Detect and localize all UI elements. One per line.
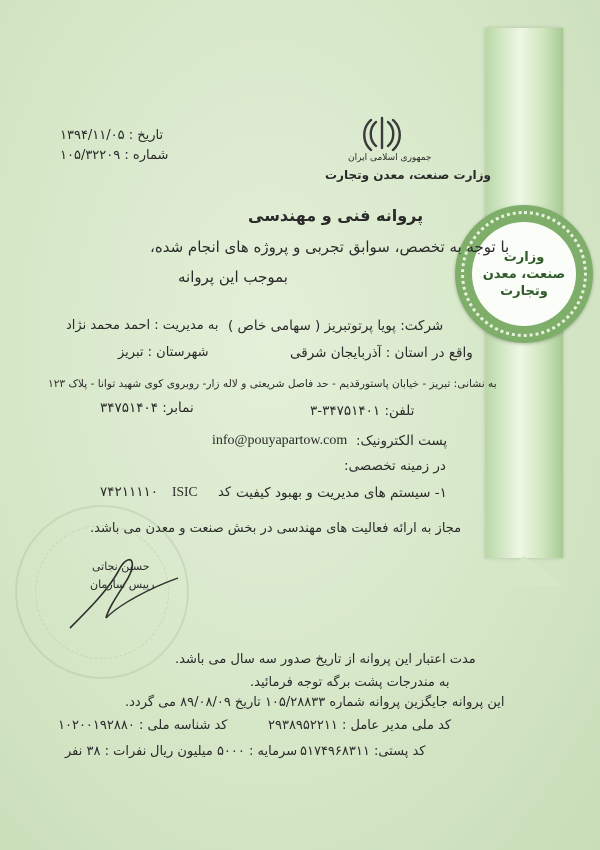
page-title: پروانه فنی و مهندسی: [248, 206, 424, 225]
email-label: پست الکترونیک:: [356, 433, 448, 449]
seal-line-1: وزارت: [503, 249, 545, 265]
field-label: در زمینه تخصصی:: [344, 458, 446, 474]
back-page-notice: به مندرجات پشت برگه توجه فرمائید.: [250, 675, 450, 690]
staff-count: نفرات : ۳۸ نفر: [65, 744, 147, 759]
certificate-number: شماره : ۱۰۵/۳۲۲۰۹: [60, 148, 169, 163]
province: واقع در استان : آذربایجان شرقی: [290, 345, 473, 361]
phone: تلفن: ۳۴۷۵۱۴۰۱-۳: [310, 403, 415, 419]
isic-code: ۷۴۲۱۱۱۱۰: [100, 484, 159, 500]
isic-label: ISIC: [172, 484, 198, 499]
seal-line-3: وتجارت: [500, 283, 548, 299]
replacement-note: این پروانه جایگزین پروانه شماره ۱۰۵/۲۸۸۳۳ تاریخ ۸۹/۰۸/۰۹ می گردد.: [125, 695, 505, 710]
seal-line-2: صنعت، معدن: [482, 266, 566, 282]
validity-note: مدت اعتبار این پروانه از تاریخ صدور سه سال می باشد.: [175, 652, 476, 667]
iran-emblem-icon: [360, 112, 404, 156]
intro-line-2: بموجب این پروانه: [178, 268, 288, 286]
email-address: info@pouyapartow.com: [212, 433, 348, 448]
manager-name: به مدیریت : احمد محمد نژاد: [66, 318, 219, 333]
signatory-name: حسین نجاتی: [92, 560, 150, 573]
ministry-name: وزارت صنعت، معدن وتجارت: [325, 168, 491, 182]
capital: سرمایه : ۵۰۰۰ میلیون ریال: [150, 744, 298, 759]
code-label: کد: [218, 485, 232, 500]
company-national-id: کد شناسه ملی : ۱۰۲۰۰۱۹۲۸۸۰: [58, 718, 228, 733]
company-name: شرکت: پویا پرتوتبریز ( سهامی خاص ): [228, 318, 444, 334]
intro-line-1: با توجه به تخصص، سوابق تجربی و پروژه های انجام شده،: [150, 238, 510, 256]
field-item: ۱- سیستم های مدیریت و بهبود کیفیت: [236, 485, 447, 501]
permit-statement: مجاز به ارائه فعالیت های مهندسی در بخش صنعت و معدن می باشد.: [90, 521, 462, 536]
city: شهرستان : تبریز: [118, 345, 209, 360]
director-national-id: کد ملی مدیر عامل : ۲۹۳۸۹۵۲۲۱۱: [268, 718, 452, 733]
postal-code: کد پستی: ۵۱۷۴۹۶۸۳۱۱: [300, 744, 426, 759]
address: به نشانی: تبریز - خیابان پاستورقدیم - حد فاصل شریعتی و لاله زار- روبروی کوی شهید توانا - پلاک ۱۲۳: [48, 378, 497, 390]
issue-date: تاریخ : ۱۳۹۴/۱۱/۰۵: [60, 128, 164, 143]
ribbon-tail: [485, 556, 563, 586]
republic-label: جمهوری اسلامی ایران: [348, 153, 432, 163]
fax: نمابر: ۳۴۷۵۱۴۰۴: [100, 400, 194, 416]
signatory-title: رییس سازمان: [90, 578, 155, 591]
